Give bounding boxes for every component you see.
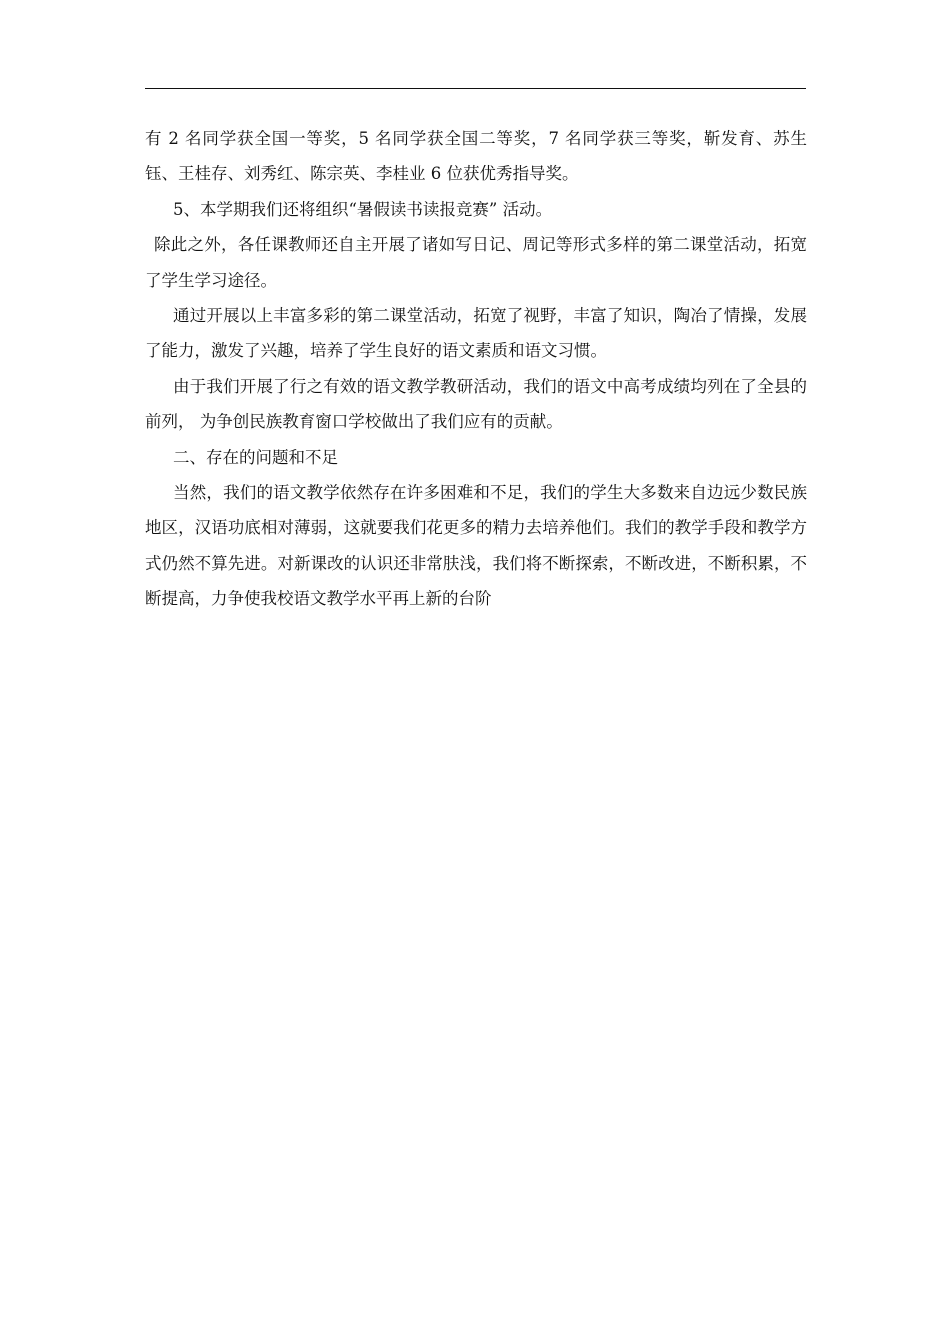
paragraph-reading-contest: 5、本学期我们还将组织“暑假读书读报竞赛” 活动。 — [173, 199, 553, 219]
paragraph-extra-activities: 除此之外，各任课教师还自主开展了诸如写日记、周记等形式多样的第二课堂活动，拓宽了学生学习途径。 — [145, 235, 807, 290]
section-heading-problems: 二、存在的问题和不足 — [173, 447, 338, 467]
document-body — [145, 121, 807, 617]
paragraph-problems: 当然，我们的语文教学依然存在许多困难和不足，我们的学生大多数来自边远少数民族地区，汉语功底相对薄弱，这就要我们花更多的精力去培养他们。我们的教学手段和教学方式仍然不算先进。对新课改的认识还非常肤浅，我们将不断探索，不断改进，不断积累，不断提高，力争使我校语文教学水平再上新的台阶 — [145, 483, 807, 609]
paragraph-awards: 有 2 名同学获全国一等奖，5 名同学获全国二等奖，7 名同学获三等奖，靳发育、苏生钰、王桂存、刘秀红、陈宗英、李桂业 6 位获优秀指导奖。 — [145, 129, 807, 184]
paragraph-exam-results: 由于我们开展了行之有效的语文教学教研活动，我们的语文中高考成绩均列在了全县的前列， 为争创民族教育窗口学校做出了我们应有的贡献。 — [145, 376, 807, 432]
header-rule — [145, 88, 806, 89]
paragraph-activity-results: 通过开展以上丰富多彩的第二课堂活动，拓宽了视野，丰富了知识，陶冶了情操，发展了能力，激发了兴趣，培养了学生良好的语文素质和语文习惯。 — [145, 306, 807, 361]
